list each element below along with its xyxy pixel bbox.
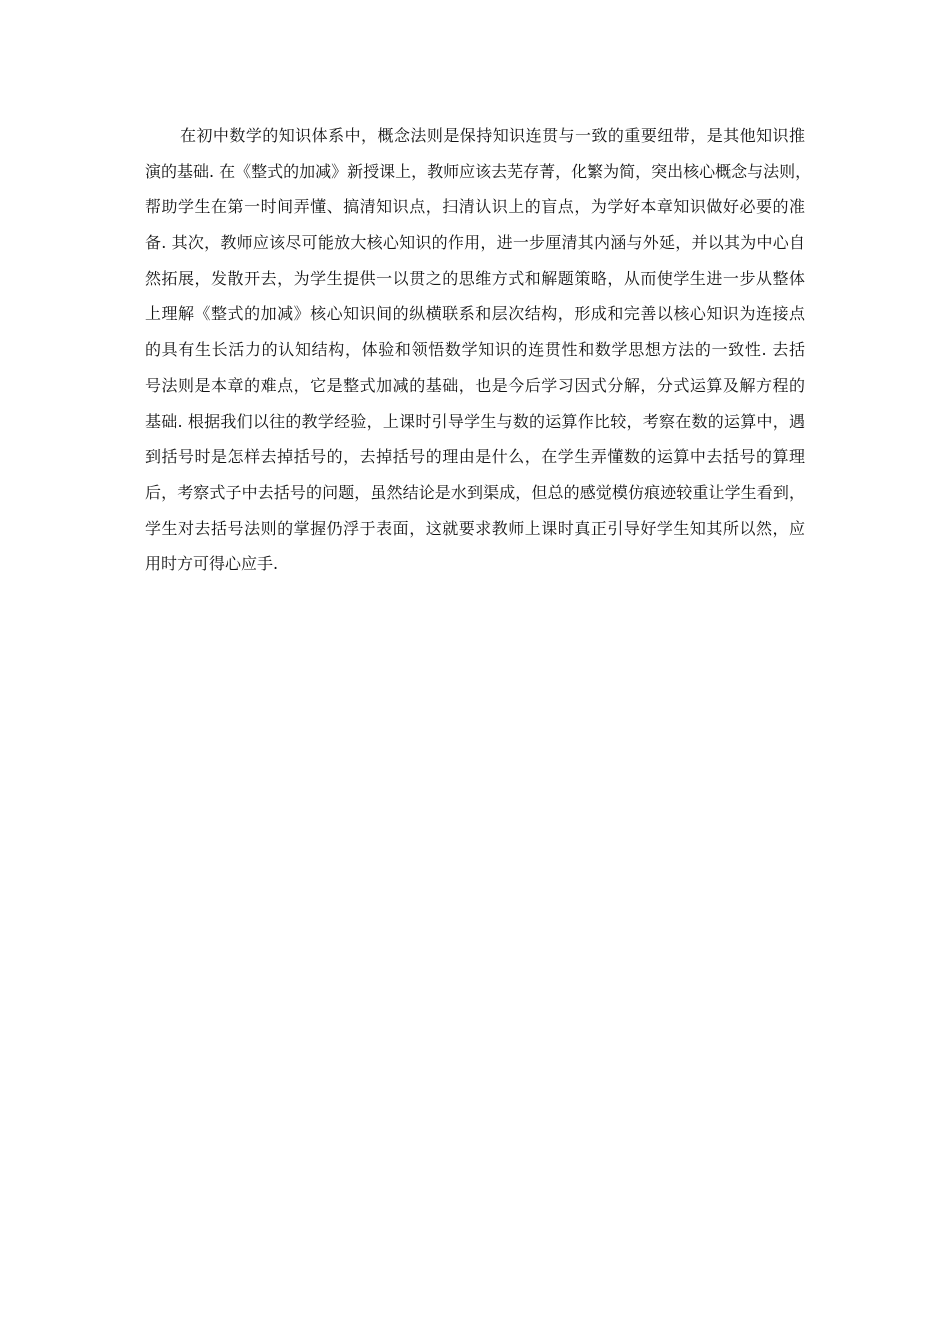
paragraph-line: 用时方可得心应手. — [145, 554, 279, 574]
paragraph-line: 上理解《整式的加减》核心知识间的纵横联系和层次结构，形成和完善以核心知识为连接点 — [145, 304, 805, 324]
paragraph-line: 学生对去括号法则的掌握仍浮于表面，这就要求教师上课时真正引导好学生知其所以然，应 — [145, 518, 805, 538]
paragraph-line: 备. 其次，教师应该尽可能放大核心知识的作用，进一步厘清其内涵与外延，并以其为中心自 — [145, 233, 805, 253]
paragraph-line: 的具有生长活力的认知结构，体验和领悟数学知识的连贯性和数学思想方法的一致性. 去括 — [145, 340, 805, 360]
body-paragraph — [145, 118, 812, 582]
paragraph-line: 然拓展，发散开去，为学生提供一以贯之的思维方式和解题策略，从而使学生进一步从整体 — [145, 268, 805, 288]
paragraph-line: 后，考察式子中去括号的问题，虽然结论是水到渠成，但总的感觉模仿痕迹较重让学生看到， — [145, 482, 805, 502]
paragraph-line: 到括号时是怎样去掉括号的，去掉括号的理由是什么，在学生弄懂数的运算中去括号的算理 — [145, 447, 805, 467]
paragraph-line: 演的基础. 在《整式的加减》新授课上，教师应该去芜存菁，化繁为简，突出核心概念与法则， — [145, 161, 812, 181]
paragraph-line: 帮助学生在第一时间弄懂、搞清知识点，扫清认识上的盲点，为学好本章知识做好必要的准 — [145, 197, 805, 217]
paragraph-line: 号法则是本章的难点，它是整式加减的基础，也是今后学习因式分解，分式运算及解方程的 — [145, 375, 805, 395]
paragraph-line: 基础. 根据我们以往的教学经验，上课时引导学生与数的运算作比较，考察在数的运算中，遇 — [145, 411, 805, 431]
paragraph-line: 在初中数学的知识体系中，概念法则是保持知识连贯与一致的重要纽带，是其他知识推 — [180, 126, 805, 145]
